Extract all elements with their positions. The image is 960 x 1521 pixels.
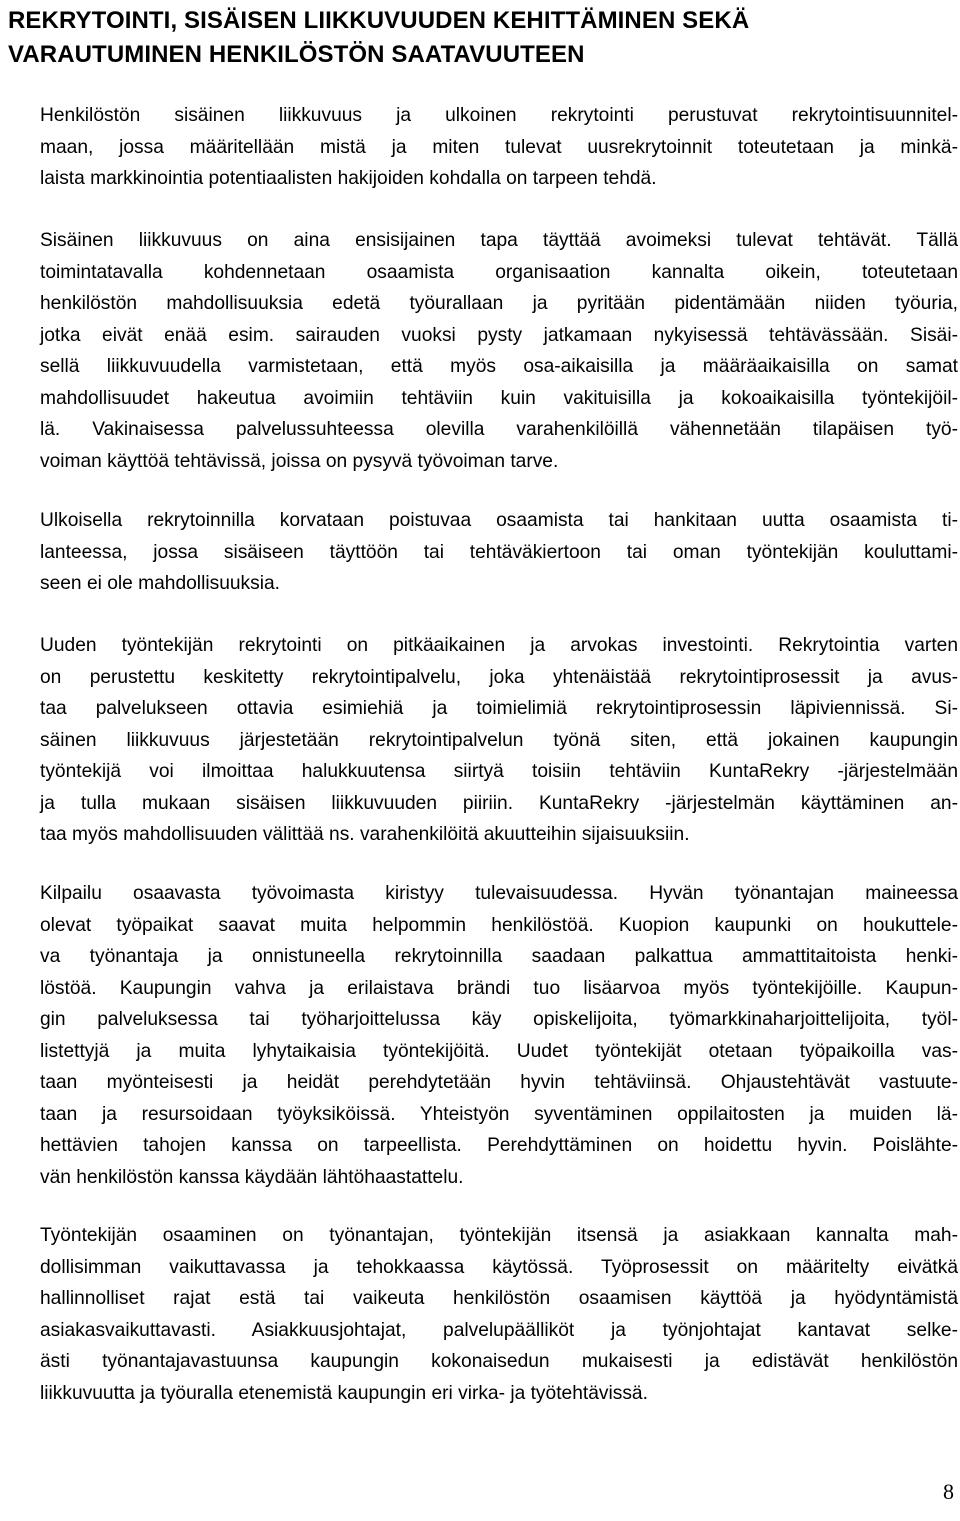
text-line: Ulkoisella rekrytoinnilla korvataan poistuvaa osaamista tai hankitaan uutta osaamista ti- (40, 510, 958, 531)
page-heading (8, 4, 948, 72)
text-line: Työntekijän osaaminen on työnantajan, työntekijän itsensä ja asiakkaan kannalta mah- (40, 1225, 958, 1246)
paragraph-internal-mobility (40, 225, 958, 477)
paragraph-recruitment-service (40, 630, 958, 851)
text-line: Uuden työntekijän rekrytointi on pitkäaikainen ja arvokas investointi. Rekrytointia varten (40, 635, 958, 656)
text-line: taa palvelukseen ottavia esimiehiä ja toimielimiä rekrytointiprosessin läpiviennissä. Si- (40, 698, 958, 719)
paragraph-employer-brand (40, 878, 958, 1193)
text-line: Kilpailu osaavasta työvoimasta kiristyy tulevaisuudessa. Hyvän työnantajan maineessa (40, 883, 958, 904)
text-line: dollisimman vaikuttavassa ja tehokkaassa käytössä. Työprosessit on määritelty eivätkä (40, 1256, 958, 1278)
text-line: ja tulla mukaan sisäisen liikkuvuuden piiriin. KuntaRekry -järjestelmän käyttäminen an- (40, 792, 958, 814)
text-line: listettyjä ja muita lyhytaikaisia työntekijöitä. Uudet työntekijät otetaan työpaikoilla vas- (40, 1040, 958, 1062)
text-line: taa myös mahdollisuuden välittää ns. varahenkilöitä akuutteihin sijaisuuksiin. (40, 824, 690, 845)
text-line: mahdollisuudet hakeutua avoimiin tehtäviin kuin vakituisilla ja kokoaikaisilla työntekijöil- (40, 387, 958, 409)
text-line: henkilöstön mahdollisuuksia edetä työurallaan ja pyritään pidentämään niiden työuria, (40, 293, 958, 314)
text-line: jotka eivät enää esim. sairauden vuoksi pysty jatkamaan nykyisessä tehtävässään. Sisäi- (40, 324, 958, 346)
text-line: asiakasvaikuttavasti. Asiakkuusjohtajat, palvelupäälliköt ja työnjohtajat kantavat selke- (40, 1319, 958, 1341)
text-line: Sisäinen liikkuvuus on aina ensisijainen tapa täyttää avoimeksi tulevat tehtävät. Tällä (40, 230, 958, 251)
text-line: olevat työpaikat saavat muita helpommin henkilöstöä. Kuopion kaupunki on houkuttele- (40, 914, 958, 936)
heading-line-2: VARAUTUMINEN HENKILÖSTÖN SAATAVUUTEEN (8, 41, 585, 68)
text-line: vän henkilöstön kanssa käydään lähtöhaastattelu. (40, 1166, 464, 1188)
text-line: ästi työnantajavastuunsa kaupungin kokonaisedun mukaisesti ja edistävät henkilöstön (40, 1351, 958, 1372)
text-line: sellä liikkuvuudella varmistetaan, että myös osa-aikaisilla ja määräaikaisilla on samat (40, 356, 958, 377)
paragraph-external-recruitment (40, 505, 958, 600)
text-line: maan, jossa määritellään mistä ja miten tulevat uusrekrytoinnit toteutetaan ja minkä- (40, 136, 958, 158)
text-line: gin palveluksessa tai työharjoittelussa käy opiskelijoita, työmarkkinaharjoittelijoita, työl- (40, 1009, 958, 1030)
paragraph-competence-use (40, 1220, 958, 1409)
text-line: seen ei ole mahdollisuuksia. (40, 573, 280, 594)
text-line: Henkilöstön sisäinen liikkuvuus ja ulkoinen rekrytointi perustuvat rekrytointisuunnitel- (40, 105, 958, 126)
heading-line-1: REKRYTOINTI, SISÄISEN LIIKKUVUUDEN KEHITTÄMINEN SEKÄ (8, 7, 750, 34)
text-line: laista markkinointia potentiaalisten hakijoiden kohdalla on tarpeen tehdä. (40, 168, 657, 189)
page-number: 8 (943, 1479, 954, 1504)
text-line: lanteessa, jossa sisäiseen täyttöön tai tehtäväkiertoon tai oman työntekijän kouluttami- (40, 541, 958, 563)
text-line: työntekijä voi ilmoittaa halukkuutensa siirtyä toisiin tehtäviin KuntaRekry -järjestelmään (40, 761, 958, 782)
text-line: löstöä. Kaupungin vahva ja erilaistava brändi tuo lisäarvoa myös työntekijöille. Kaupun- (40, 977, 958, 999)
text-line: lä. Vakinaisessa palvelussuhteessa olevilla varahenkilöillä vähennetään tilapäisen työ- (40, 419, 958, 440)
text-line: taan myönteisesti ja heidät perehdytetään hyvin tehtäviinsä. Ohjaustehtävät vastuute- (40, 1072, 958, 1093)
text-line: hallinnolliset rajat estä tai vaikeuta henkilöstön osaamisen käyttöä ja hyödyntämistä (40, 1288, 958, 1309)
text-line: hettävien tahojen kanssa on tarpeellista. Perehdyttäminen on hoidettu hyvin. Poislähte- (40, 1135, 958, 1156)
text-line: toimintatavalla kohdennetaan osaamista organisaation kannalta oikein, toteutetaan (40, 261, 958, 283)
text-line: säinen liikkuvuus järjestetään rekrytointipalvelun työnä siten, että jokainen kaupungin (40, 729, 958, 751)
text-line: va työnantaja ja onnistuneella rekrytoinnilla saadaan palkattua ammattitaitoista henki- (40, 946, 958, 967)
text-line: on perustettu keskitetty rekrytointipalvelu, joka yhtenäistää rekrytointiprosessit ja avus- (40, 666, 958, 688)
text-line: voiman käyttöä tehtävissä, joissa on pysyvä työvoiman tarve. (40, 450, 559, 472)
text-line: taan ja resursoidaan työyksiköissä. Yhteistyön syventäminen oppilaitosten ja muiden lä- (40, 1103, 958, 1125)
text-line: liikkuvuutta ja työuralla etenemistä kaupungin eri virka- ja työtehtävissä. (40, 1382, 648, 1404)
paragraph-recruitment-plan (40, 100, 958, 195)
